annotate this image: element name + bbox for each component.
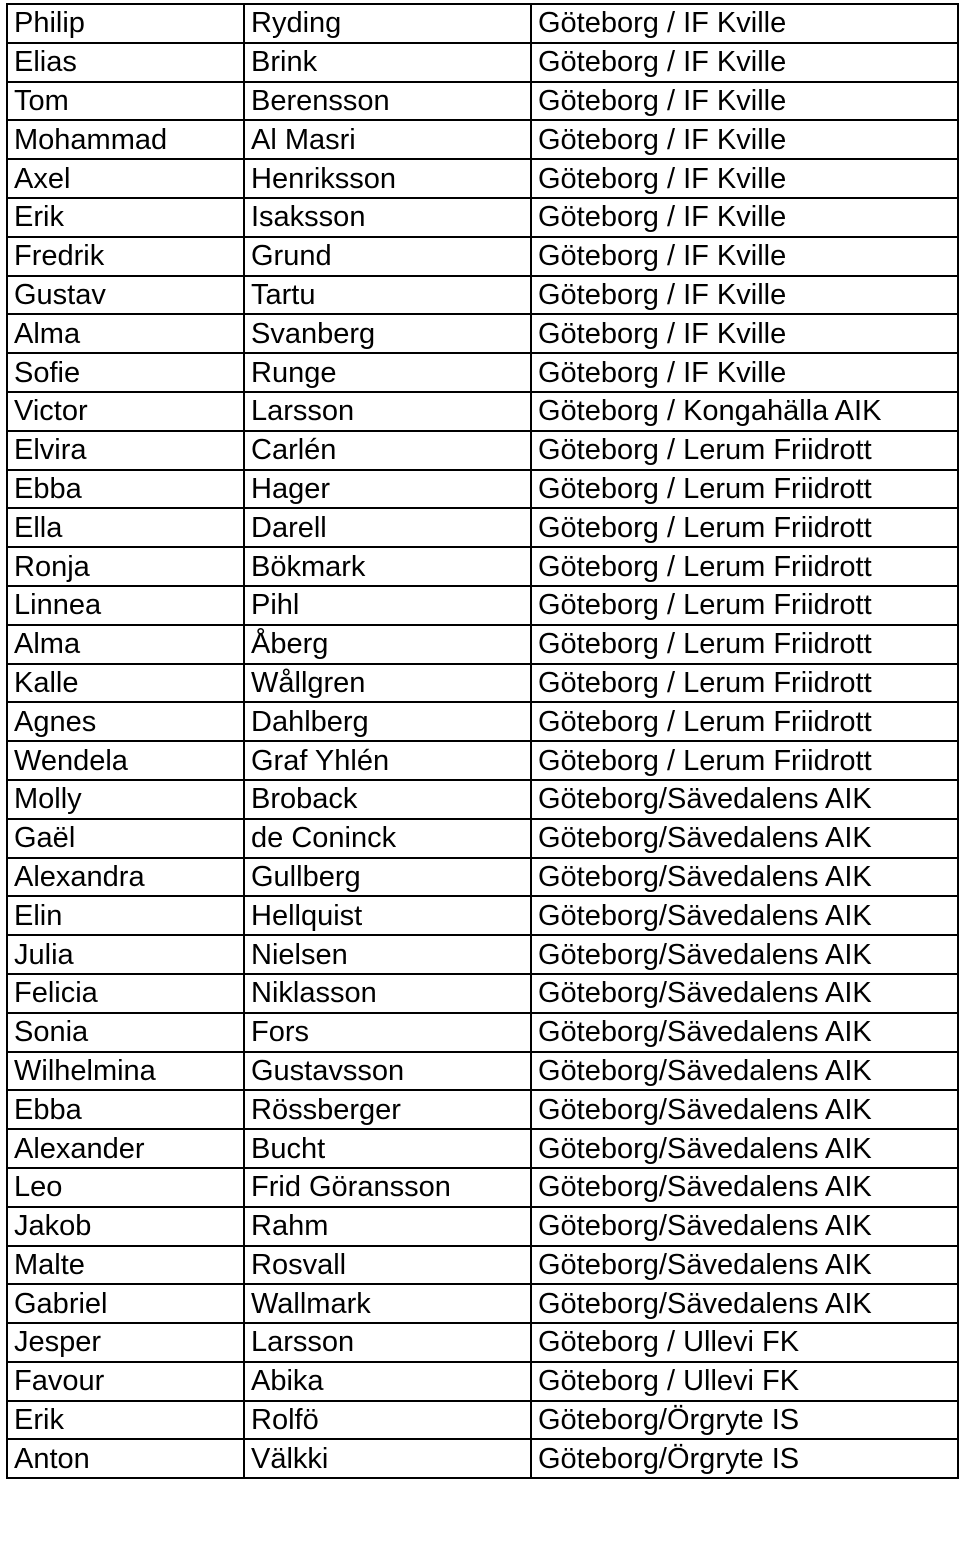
table-row: [7, 974, 958, 1013]
club-cell: Göteborg / Lerum Friidrott: [531, 664, 958, 703]
first-name-cell: Ronja: [7, 547, 244, 586]
club-cell: Göteborg/Sävedalens AIK: [531, 974, 958, 1013]
table-row: [7, 1013, 958, 1052]
first-name-cell: Julia: [7, 935, 244, 974]
table-row: [7, 82, 958, 121]
last-name-cell: Dahlberg: [244, 702, 531, 741]
last-name-cell: Larsson: [244, 392, 531, 431]
table-row: [7, 120, 958, 159]
first-name-cell: Favour: [7, 1362, 244, 1401]
last-name-cell: Välkki: [244, 1439, 531, 1478]
participant-table-body: [7, 4, 958, 1478]
last-name-cell: Rössberger: [244, 1090, 531, 1129]
club-cell: Göteborg / IF Kville: [531, 120, 958, 159]
club-cell: Göteborg / IF Kville: [531, 43, 958, 82]
club-cell: Göteborg / Lerum Friidrott: [531, 741, 958, 780]
club-cell: Göteborg / Ullevi FK: [531, 1362, 958, 1401]
club-cell: Göteborg/Sävedalens AIK: [531, 1207, 958, 1246]
club-cell: Göteborg / Lerum Friidrott: [531, 431, 958, 470]
last-name-cell: Brink: [244, 43, 531, 82]
table-row: [7, 1323, 958, 1362]
participant-table: [6, 3, 959, 1479]
first-name-cell: Erik: [7, 198, 244, 237]
table-row: [7, 276, 958, 315]
last-name-cell: Rolfö: [244, 1401, 531, 1440]
club-cell: Göteborg/Sävedalens AIK: [531, 935, 958, 974]
last-name-cell: Henriksson: [244, 159, 531, 198]
first-name-cell: Wendela: [7, 741, 244, 780]
table-row: [7, 935, 958, 974]
first-name-cell: Ella: [7, 508, 244, 547]
club-cell: Göteborg/Sävedalens AIK: [531, 858, 958, 897]
table-row: [7, 314, 958, 353]
table-row: [7, 1168, 958, 1207]
last-name-cell: Bökmark: [244, 547, 531, 586]
last-name-cell: Berensson: [244, 82, 531, 121]
last-name-cell: Åberg: [244, 625, 531, 664]
last-name-cell: Wållgren: [244, 664, 531, 703]
club-cell: Göteborg / Lerum Friidrott: [531, 547, 958, 586]
table-row: [7, 198, 958, 237]
club-cell: Göteborg/Sävedalens AIK: [531, 780, 958, 819]
table-row: [7, 586, 958, 625]
table-row: [7, 43, 958, 82]
last-name-cell: Broback: [244, 780, 531, 819]
first-name-cell: Felicia: [7, 974, 244, 1013]
first-name-cell: Jakob: [7, 1207, 244, 1246]
club-cell: Göteborg / IF Kville: [531, 4, 958, 43]
first-name-cell: Elin: [7, 896, 244, 935]
table-row: [7, 1284, 958, 1323]
club-cell: Göteborg/Sävedalens AIK: [531, 1246, 958, 1285]
last-name-cell: Hellquist: [244, 896, 531, 935]
table-row: [7, 896, 958, 935]
first-name-cell: Alma: [7, 314, 244, 353]
club-cell: Göteborg / Lerum Friidrott: [531, 586, 958, 625]
table-row: [7, 547, 958, 586]
last-name-cell: Carlén: [244, 431, 531, 470]
club-cell: Göteborg / IF Kville: [531, 237, 958, 276]
club-cell: Göteborg / Ullevi FK: [531, 1323, 958, 1362]
table-row: [7, 508, 958, 547]
first-name-cell: Philip: [7, 4, 244, 43]
first-name-cell: Sofie: [7, 353, 244, 392]
last-name-cell: Runge: [244, 353, 531, 392]
first-name-cell: Gabriel: [7, 1284, 244, 1323]
first-name-cell: Kalle: [7, 664, 244, 703]
last-name-cell: Wallmark: [244, 1284, 531, 1323]
table-row: [7, 741, 958, 780]
table-row: [7, 353, 958, 392]
last-name-cell: Fors: [244, 1013, 531, 1052]
table-row: [7, 858, 958, 897]
club-cell: Göteborg / Lerum Friidrott: [531, 508, 958, 547]
first-name-cell: Elias: [7, 43, 244, 82]
club-cell: Göteborg / IF Kville: [531, 159, 958, 198]
last-name-cell: Tartu: [244, 276, 531, 315]
table-row: [7, 431, 958, 470]
first-name-cell: Elvira: [7, 431, 244, 470]
table-row: [7, 780, 958, 819]
table-row: [7, 470, 958, 509]
last-name-cell: de Coninck: [244, 819, 531, 858]
first-name-cell: Molly: [7, 780, 244, 819]
last-name-cell: Nielsen: [244, 935, 531, 974]
table-row: [7, 702, 958, 741]
club-cell: Göteborg / Lerum Friidrott: [531, 470, 958, 509]
table-row: [7, 1129, 958, 1168]
last-name-cell: Frid Göransson: [244, 1168, 531, 1207]
first-name-cell: Axel: [7, 159, 244, 198]
table-row: [7, 4, 958, 43]
last-name-cell: Graf Yhlén: [244, 741, 531, 780]
club-cell: Göteborg/Sävedalens AIK: [531, 1168, 958, 1207]
last-name-cell: Gustavsson: [244, 1052, 531, 1091]
first-name-cell: Victor: [7, 392, 244, 431]
first-name-cell: Gustav: [7, 276, 244, 315]
last-name-cell: Bucht: [244, 1129, 531, 1168]
first-name-cell: Jesper: [7, 1323, 244, 1362]
first-name-cell: Alexander: [7, 1129, 244, 1168]
last-name-cell: Gullberg: [244, 858, 531, 897]
table-row: [7, 159, 958, 198]
last-name-cell: Niklasson: [244, 974, 531, 1013]
table-row: [7, 819, 958, 858]
last-name-cell: Ryding: [244, 4, 531, 43]
table-row: [7, 1439, 958, 1478]
club-cell: Göteborg/Sävedalens AIK: [531, 1052, 958, 1091]
last-name-cell: Abika: [244, 1362, 531, 1401]
first-name-cell: Ebba: [7, 470, 244, 509]
last-name-cell: Svanberg: [244, 314, 531, 353]
club-cell: Göteborg/Örgryte IS: [531, 1401, 958, 1440]
first-name-cell: Alexandra: [7, 858, 244, 897]
first-name-cell: Alma: [7, 625, 244, 664]
last-name-cell: Pihl: [244, 586, 531, 625]
club-cell: Göteborg/Sävedalens AIK: [531, 819, 958, 858]
last-name-cell: Darell: [244, 508, 531, 547]
table-row: [7, 664, 958, 703]
table-row: [7, 392, 958, 431]
first-name-cell: Erik: [7, 1401, 244, 1440]
last-name-cell: Grund: [244, 237, 531, 276]
first-name-cell: Malte: [7, 1246, 244, 1285]
table-row: [7, 237, 958, 276]
club-cell: Göteborg / Lerum Friidrott: [531, 702, 958, 741]
club-cell: Göteborg/Örgryte IS: [531, 1439, 958, 1478]
club-cell: Göteborg / Kongahälla AIK: [531, 392, 958, 431]
club-cell: Göteborg / Lerum Friidrott: [531, 625, 958, 664]
first-name-cell: Tom: [7, 82, 244, 121]
club-cell: Göteborg/Sävedalens AIK: [531, 1129, 958, 1168]
club-cell: Göteborg/Sävedalens AIK: [531, 1284, 958, 1323]
first-name-cell: Mohammad: [7, 120, 244, 159]
last-name-cell: Al Masri: [244, 120, 531, 159]
last-name-cell: Isaksson: [244, 198, 531, 237]
club-cell: Göteborg / IF Kville: [531, 353, 958, 392]
last-name-cell: Rahm: [244, 1207, 531, 1246]
table-row: [7, 625, 958, 664]
last-name-cell: Larsson: [244, 1323, 531, 1362]
table-row: [7, 1362, 958, 1401]
first-name-cell: Anton: [7, 1439, 244, 1478]
club-cell: Göteborg/Sävedalens AIK: [531, 1013, 958, 1052]
table-row: [7, 1401, 958, 1440]
club-cell: Göteborg / IF Kville: [531, 198, 958, 237]
table-row: [7, 1052, 958, 1091]
first-name-cell: Wilhelmina: [7, 1052, 244, 1091]
last-name-cell: Hager: [244, 470, 531, 509]
club-cell: Göteborg / IF Kville: [531, 276, 958, 315]
first-name-cell: Fredrik: [7, 237, 244, 276]
club-cell: Göteborg/Sävedalens AIK: [531, 896, 958, 935]
club-cell: Göteborg/Sävedalens AIK: [531, 1090, 958, 1129]
first-name-cell: Agnes: [7, 702, 244, 741]
first-name-cell: Leo: [7, 1168, 244, 1207]
first-name-cell: Sonia: [7, 1013, 244, 1052]
table-row: [7, 1246, 958, 1285]
first-name-cell: Gaël: [7, 819, 244, 858]
last-name-cell: Rosvall: [244, 1246, 531, 1285]
first-name-cell: Linnea: [7, 586, 244, 625]
first-name-cell: Ebba: [7, 1090, 244, 1129]
table-row: [7, 1090, 958, 1129]
table-row: [7, 1207, 958, 1246]
club-cell: Göteborg / IF Kville: [531, 82, 958, 121]
club-cell: Göteborg / IF Kville: [531, 314, 958, 353]
